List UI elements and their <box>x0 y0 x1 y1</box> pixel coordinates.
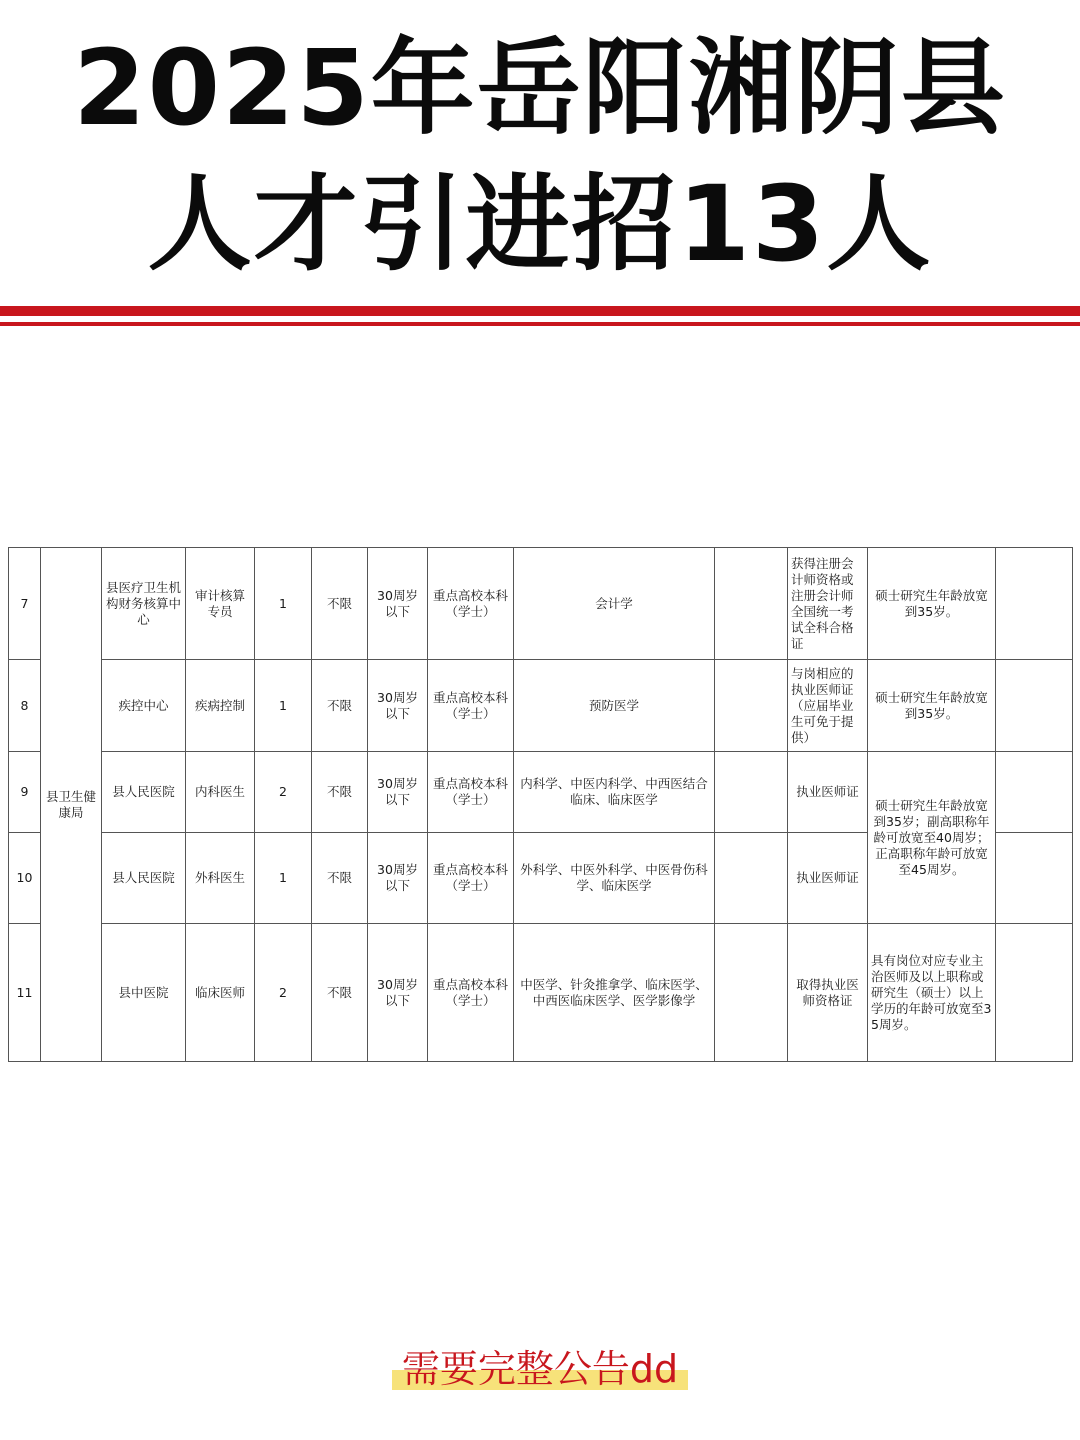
note-cell: 硕士研究生年龄放宽到35岁。 <box>868 548 996 660</box>
major-cell: 内科学、中医内科学、中西医结合临床、临床医学 <box>514 752 715 833</box>
age-cell: 30周岁以下 <box>368 660 428 752</box>
count-cell: 2 <box>255 752 312 833</box>
count-cell: 2 <box>255 924 312 1062</box>
row-number: 11 <box>9 924 41 1062</box>
footer-note <box>392 1346 688 1390</box>
gender-cell: 不限 <box>312 752 368 833</box>
gender-cell: 不限 <box>312 548 368 660</box>
certificate-cell: 与岗相应的执业医师证（应届毕业生可免于提供） <box>788 660 868 752</box>
age-cell: 30周岁以下 <box>368 924 428 1062</box>
extra-cell <box>715 548 788 660</box>
gender-cell: 不限 <box>312 660 368 752</box>
department-cell: 县卫生健康局 <box>41 548 102 1062</box>
footer-text: 需要完整公告dd <box>401 1347 679 1391</box>
major-cell: 预防医学 <box>514 660 715 752</box>
note-cell: 硕士研究生年龄放宽到35岁；副高职称年龄可放宽至40周岁；正高职称年龄可放宽至45周岁。 <box>868 752 996 924</box>
education-cell: 重点高校本科（学士） <box>428 924 514 1062</box>
position-cell: 疾病控制 <box>186 660 255 752</box>
unit-cell: 县人民医院 <box>102 833 186 924</box>
table-row <box>9 548 1073 660</box>
table-row <box>9 924 1073 1062</box>
education-cell: 重点高校本科（学士） <box>428 752 514 833</box>
note-cell: 硕士研究生年龄放宽到35岁。 <box>868 660 996 752</box>
education-cell: 重点高校本科（学士） <box>428 660 514 752</box>
row-number: 9 <box>9 752 41 833</box>
extra-cell <box>715 660 788 752</box>
unit-cell: 县中医院 <box>102 924 186 1062</box>
extra-cell <box>715 924 788 1062</box>
major-cell: 外科学、中医外科学、中医骨伤科学、临床医学 <box>514 833 715 924</box>
age-cell: 30周岁以下 <box>368 833 428 924</box>
note-cell: 具有岗位对应专业主治医师及以上职称或研究生（硕士）以上学历的年龄可放宽至35周岁。 <box>868 924 996 1062</box>
age-cell: 30周岁以下 <box>368 548 428 660</box>
footer <box>0 1346 1080 1390</box>
extra-cell <box>715 833 788 924</box>
table-row <box>9 660 1073 752</box>
unit-cell: 疾控中心 <box>102 660 186 752</box>
page-title-line-2: 人才引进招13人 <box>147 163 933 285</box>
count-cell: 1 <box>255 548 312 660</box>
certificate-cell: 取得执业医师资格证 <box>788 924 868 1062</box>
education-cell: 重点高校本科（学士） <box>428 548 514 660</box>
red-divider-thin <box>0 322 1080 326</box>
count-cell: 1 <box>255 833 312 924</box>
last-cell <box>996 752 1073 833</box>
extra-cell <box>715 752 788 833</box>
last-cell <box>996 548 1073 660</box>
gender-cell: 不限 <box>312 833 368 924</box>
count-cell: 1 <box>255 660 312 752</box>
row-number: 7 <box>9 548 41 660</box>
last-cell <box>996 660 1073 752</box>
position-cell: 临床医师 <box>186 924 255 1062</box>
recruitment-table <box>8 547 1073 1062</box>
major-cell: 会计学 <box>514 548 715 660</box>
last-cell <box>996 924 1073 1062</box>
position-cell: 审计核算专员 <box>186 548 255 660</box>
position-cell: 外科医生 <box>186 833 255 924</box>
certificate-cell: 执业医师证 <box>788 833 868 924</box>
row-number: 10 <box>9 833 41 924</box>
certificate-cell: 获得注册会计师资格或注册会计师全国统一考试全科合格证 <box>788 548 868 660</box>
certificate-cell: 执业医师证 <box>788 752 868 833</box>
last-cell <box>996 833 1073 924</box>
unit-cell: 县医疗卫生机构财务核算中心 <box>102 548 186 660</box>
education-cell: 重点高校本科（学士） <box>428 833 514 924</box>
age-cell: 30周岁以下 <box>368 752 428 833</box>
unit-cell: 县人民医院 <box>102 752 186 833</box>
row-number: 8 <box>9 660 41 752</box>
red-divider-thick <box>0 306 1080 316</box>
table-row <box>9 752 1073 833</box>
major-cell: 中医学、针灸推拿学、临床医学、中西医临床医学、医学影像学 <box>514 924 715 1062</box>
position-cell: 内科医生 <box>186 752 255 833</box>
page-title-line-1: 2025年岳阳湘阴县 <box>73 27 1007 149</box>
gender-cell: 不限 <box>312 924 368 1062</box>
